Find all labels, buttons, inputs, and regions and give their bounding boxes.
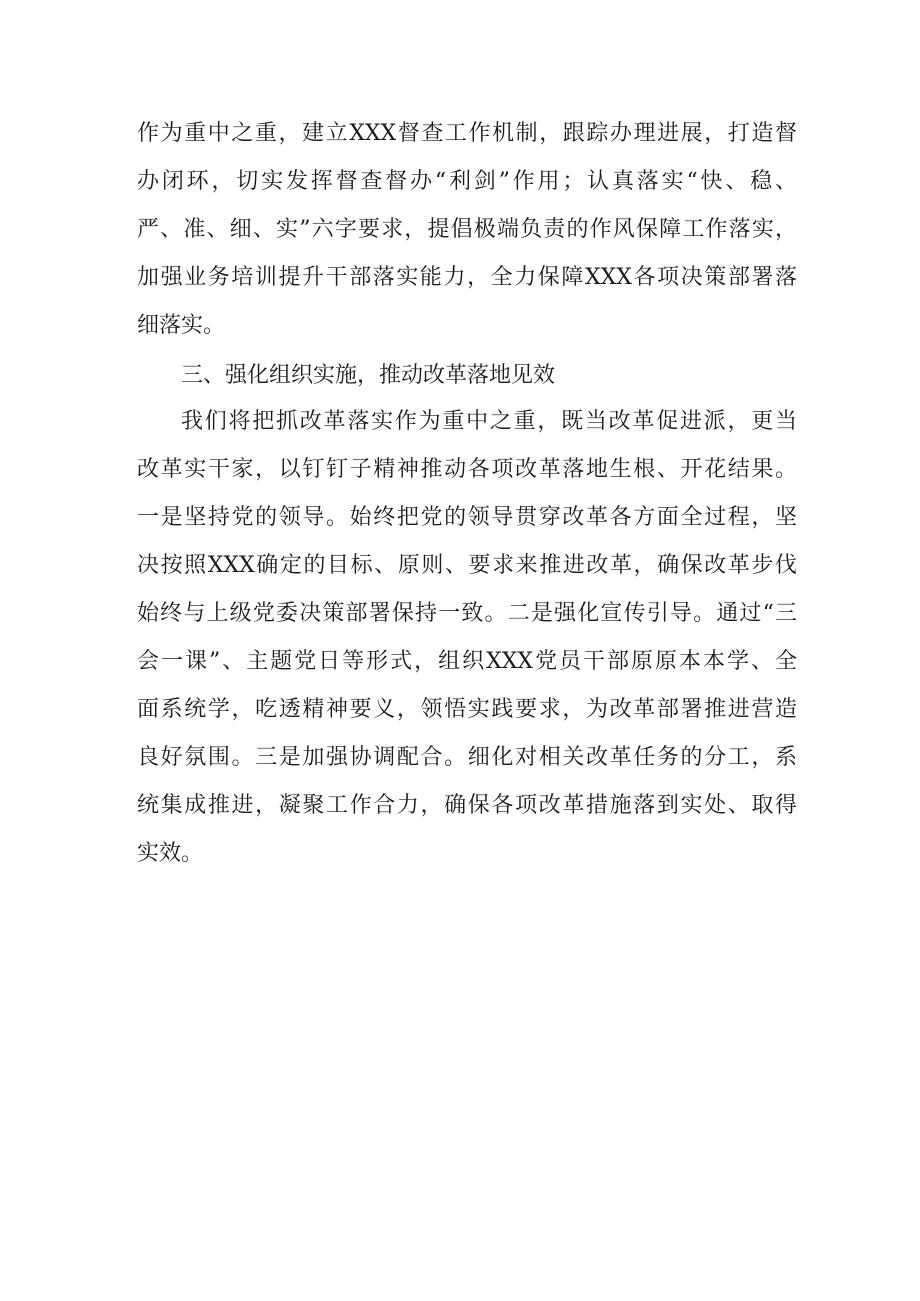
- paragraph-line: 实效。: [137, 841, 204, 866]
- paragraph-top: [137, 110, 797, 350]
- paragraph-line: 作为重中之重，建立XXX督查工作机制，跟踪办理进展，打造督: [137, 121, 797, 146]
- paragraph-line: 面系统学，吃透精神要义，领悟实践要求，为改革部署推进营造: [137, 697, 797, 722]
- section-heading: 三、强化组织实施，推动改革落地见效: [181, 363, 556, 388]
- paragraph-line: 一是坚持党的领导。始终把党的领导贯穿改革各方面全过程，坚: [137, 505, 797, 530]
- paragraph-line: 办闭环，切实发挥督查督办“利剑”作用；认真落实“快、稳、: [137, 169, 797, 194]
- paragraph-line: 我们将把抓改革落实作为重中之重，既当改革促进派，更当: [181, 409, 797, 434]
- paragraph-line: 加强业务培训提升干部落实能力，全力保障XXX各项决策部署落: [137, 265, 797, 290]
- paragraph-main: [137, 398, 797, 878]
- paragraph-line: 统集成推进，凝聚工作合力，确保各项改革措施落到实处、取得: [137, 793, 797, 818]
- paragraph-line: 会一课”、主题党日等形式，组织XXX党员干部原原本本学、全: [137, 649, 797, 674]
- paragraph-line: 严、准、细、实”六字要求，提倡极端负责的作风保障工作落实，: [137, 217, 797, 242]
- paragraph-line: 良好氛围。三是加强协调配合。细化对相关改革任务的分工，系: [137, 745, 797, 770]
- paragraph-line: 始终与上级党委决策部署保持一致。二是强化宣传引导。通过“三: [137, 601, 797, 626]
- paragraph-line: 细落实。: [137, 313, 226, 338]
- paragraph-line: 改革实干家，以钉钉子精神推动各项改革落地生根、开花结果。: [137, 457, 797, 482]
- paragraph-line: 决按照XXX确定的目标、原则、要求来推进改革，确保改革步伐: [137, 553, 797, 578]
